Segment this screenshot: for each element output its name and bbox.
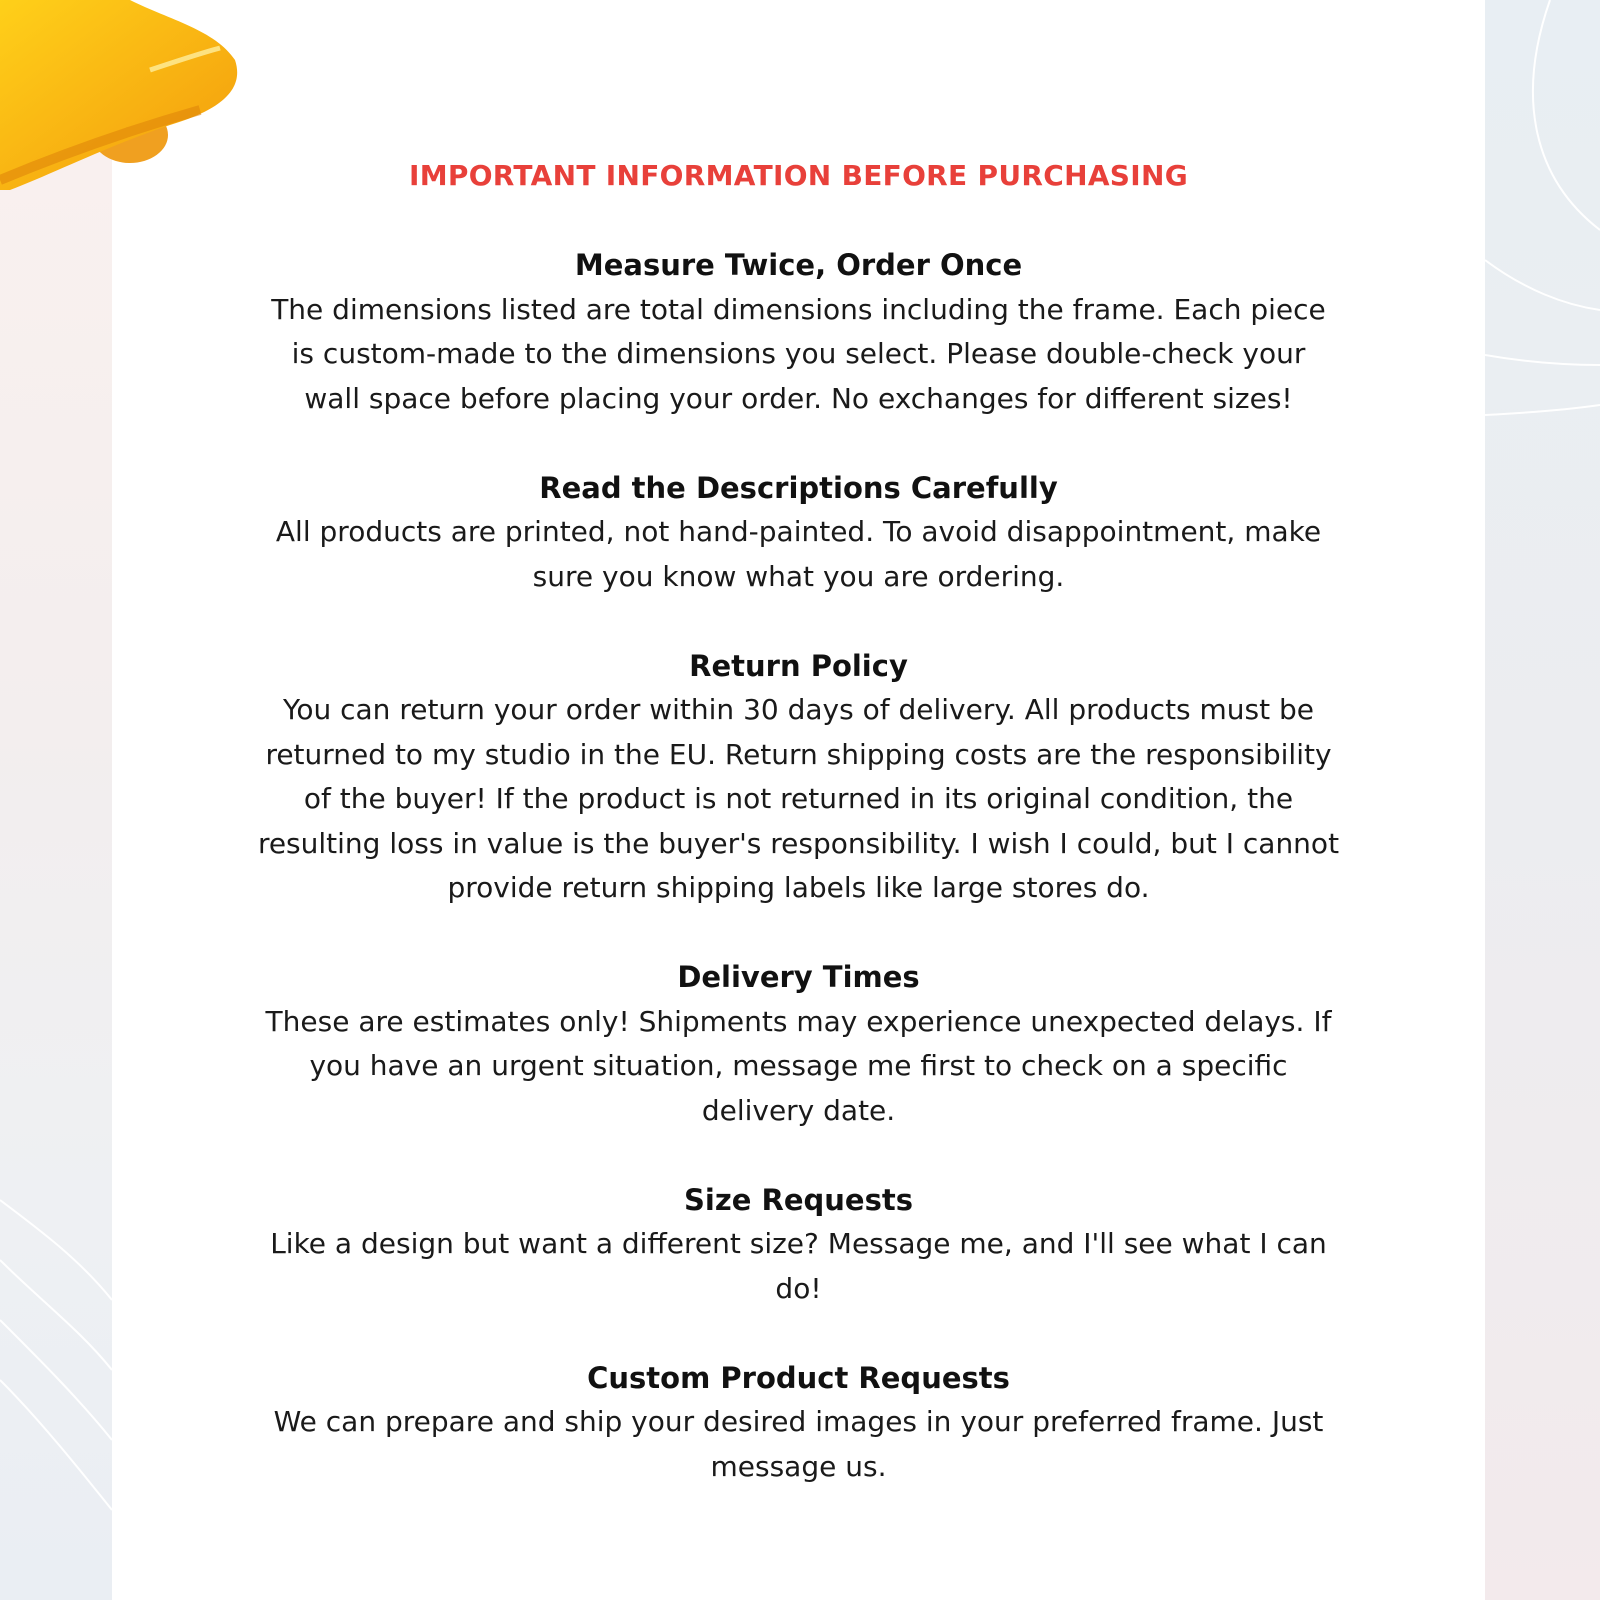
background-left <box>0 0 112 1600</box>
section-heading: Delivery Times <box>677 960 920 994</box>
section-body-line: The dimensions listed are total dimensions including the frame. Each piece <box>271 292 1326 326</box>
background-right <box>1485 0 1600 1600</box>
section-heading: Read the Descriptions Carefully <box>539 470 1058 505</box>
section-heading: Return Policy <box>689 648 908 683</box>
info-section <box>112 466 1485 600</box>
info-section <box>112 1178 1485 1312</box>
section-body-line: returned to my studio in the EU. Return shipping costs are the responsibility <box>265 737 1332 771</box>
section-body-line: resulting loss in value is the buyer's responsibility. I wish I could, but I cannot <box>257 826 1340 860</box>
section-body-line: provide return shipping labels like large stores do. <box>447 871 1150 904</box>
section-body-line: These are estimates only! Shipments may experience unexpected delays. If <box>265 1004 1332 1038</box>
section-body-line: All products are printed, not hand-painted. To avoid disappointment, make <box>275 515 1322 548</box>
info-section <box>112 1356 1485 1490</box>
wave-lines-decoration <box>0 0 112 1600</box>
section-body-line: wall space before placing your order. No exchanges for different sizes! <box>304 381 1293 415</box>
section-heading: Measure Twice, Order Once <box>574 248 1023 282</box>
information-content <box>112 154 1485 1534</box>
section-body-line: Like a design but want a different size? Message me, and I'll see what I can <box>270 1227 1327 1260</box>
section-body-line: you have an urgent situation, message me first to check on a specific <box>309 1049 1288 1082</box>
page-title: IMPORTANT INFORMATION BEFORE PURCHASING <box>409 159 1188 192</box>
circle-lines-decoration <box>1485 0 1600 1600</box>
section-body-line: We can prepare and ship your desired images in your preferred frame. Just <box>273 1405 1324 1438</box>
section-body-line: do! <box>775 1271 822 1305</box>
info-section <box>112 644 1485 911</box>
section-body-line: sure you know what you are ordering. <box>532 559 1065 593</box>
section-body-line: of the buyer! If the product is not returned in its original condition, the <box>303 782 1294 815</box>
section-body-line: is custom-made to the dimensions you select. Please double-check your <box>291 337 1306 370</box>
info-section <box>112 243 1485 421</box>
info-section <box>112 955 1485 1133</box>
section-body-line: delivery date. <box>701 1093 896 1127</box>
section-heading: Size Requests <box>684 1182 913 1217</box>
section-body-line: message us. <box>710 1449 887 1483</box>
section-body-line: You can return your order within 30 days of delivery. All products must be <box>282 693 1315 726</box>
section-heading: Custom Product Requests <box>587 1360 1010 1395</box>
